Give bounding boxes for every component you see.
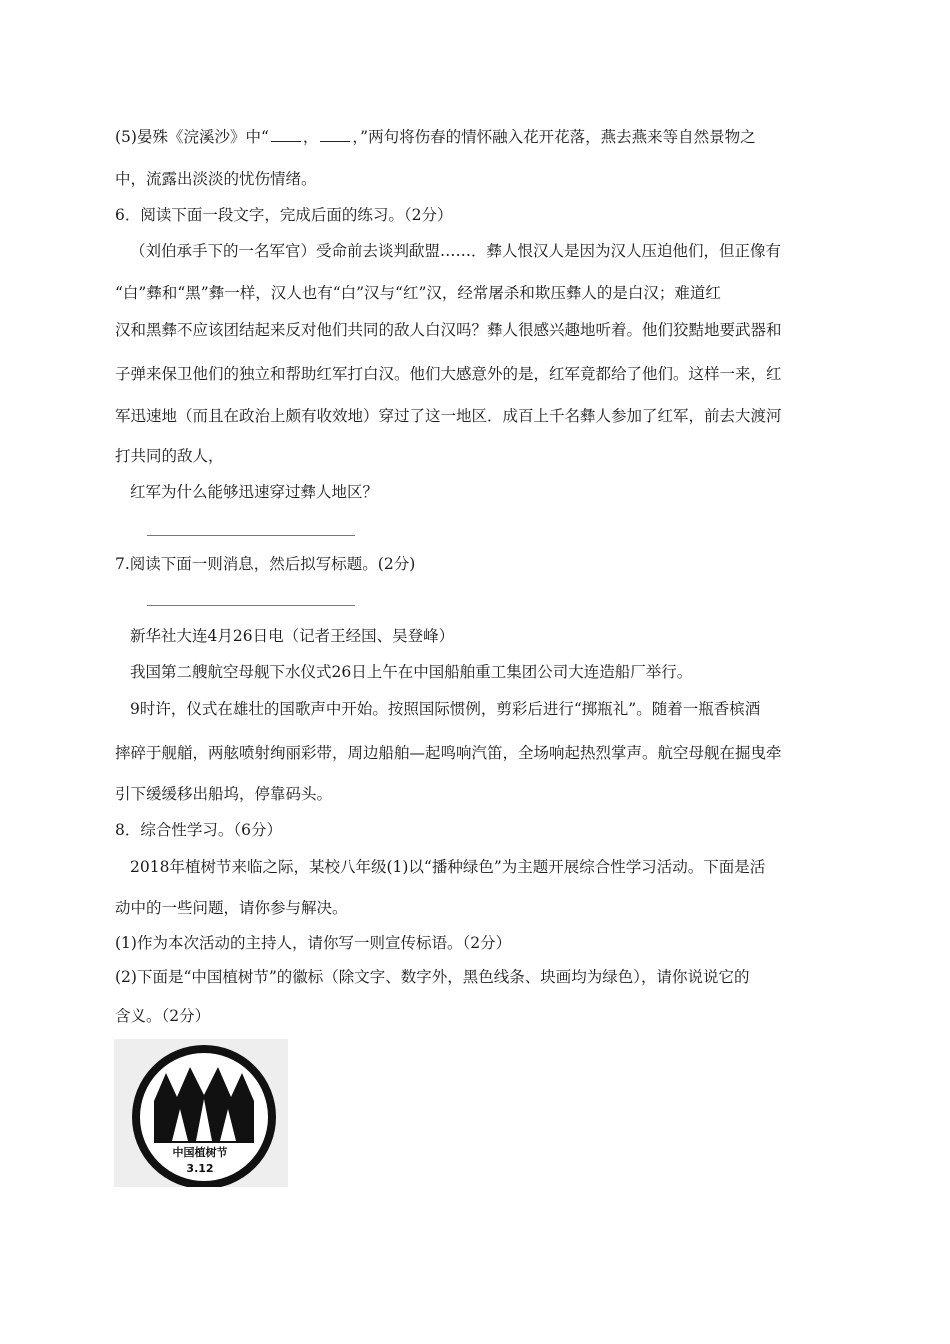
q5-text-a: (5)晏殊《浣溪沙》中“ (115, 128, 269, 146)
question-8-sub-1: (1)作为本次活动的主持人，请你写一则宣传标语。（2分） (115, 934, 512, 952)
question-8-intro: 2018年植树节来临之际，某校八年级(1)以“播种绿色”为主题开展综合性学习活动。下面是活 (130, 858, 766, 876)
passage-line: 军迅速地（而且在政治上颇有收效地）穿过了这一地区．成百上千名彝人参加了红军，前去大渡河 (115, 407, 782, 425)
news-line: 9时许，仪式在雄壮的国歌声中开始。按照国际惯例，剪彩后进行“掷瓶礼”。随着一瓶香槟酒 (130, 700, 761, 718)
question-6-prompt: 红军为什么能够迅速穿过彝人地区？ (130, 483, 379, 501)
q5-text-b: ， (302, 128, 319, 146)
question-8-sub-2: 含义。（2分） (115, 1007, 211, 1025)
question-7-heading: 7.阅读下面一则消息，然后拟写标题。(2分) (115, 555, 416, 573)
question-8-intro: 动中的一些问题，请你参与解决。 (115, 899, 348, 917)
passage-line: 汉和黑彝不应该团结起来反对他们共同的敌人白汉吗？彝人很感兴趣地听着。他们狡黠地要武器和 (115, 321, 782, 339)
passage-line: “白”彝和“黑”彝一样，汉人也有“白”汉与“红”汉，经常屠杀和欺压彝人的是白汉；难道红 (115, 284, 721, 302)
passage-line: 子弹来保卫他们的独立和帮助红军打白汉。他们大感意外的是，红军竟都给了他们。这样一来，红 (115, 365, 782, 383)
logo-date: 3.12 (186, 1162, 214, 1175)
fill-blank-2[interactable] (320, 127, 350, 142)
question-8-heading: 8．综合性学习。（6分） (115, 821, 282, 839)
fill-blank-1[interactable] (271, 127, 301, 142)
answer-line-q6[interactable] (147, 535, 355, 536)
news-dateline: 新华社大连4月26日电（记者王经国、吴登峰） (130, 627, 455, 645)
question-6-heading: 6．阅读下面一段文字，完成后面的练习。（2分） (115, 206, 453, 224)
answer-line-q7[interactable] (147, 605, 355, 606)
passage-line: 打共同的敌人， (115, 447, 224, 465)
question-5-line-1 (115, 127, 756, 147)
news-line: 摔碎于舰艏，两舷喷射绚丽彩带，周边船舶—起鸣响汽笛，全场响起热烈掌声。航空母舰在掘曳牵 (115, 744, 782, 762)
question-5-line-2: 中，流露出淡淡的忧伤情绪。 (115, 170, 317, 188)
logo-emblem-icon (114, 1039, 288, 1187)
question-8-sub-2: (2)下面是“中国植树节”的徽标（除文字、数字外，黑色线条、块画均为绿色），请你说说它的 (115, 968, 750, 986)
logo-text: 中国植树节 (172, 1146, 228, 1159)
news-line: 引下缓缓移出船坞，停靠码头。 (115, 785, 333, 803)
passage-line: （刘伯承手下的一名军官）受命前去谈判歃盟……．彝人恨汉人是因为汉人压迫他们，但正像有 (130, 242, 782, 260)
tree-planting-day-logo (114, 1039, 288, 1187)
news-line: 我国第二艘航空母舰下水仪式26日上午在中国船舶重工集团公司大连造船厂举行。 (130, 663, 693, 681)
q5-text-c: ，”两句将伤春的情怀融入花开花落，燕去燕来等自然景物之 (352, 128, 756, 146)
